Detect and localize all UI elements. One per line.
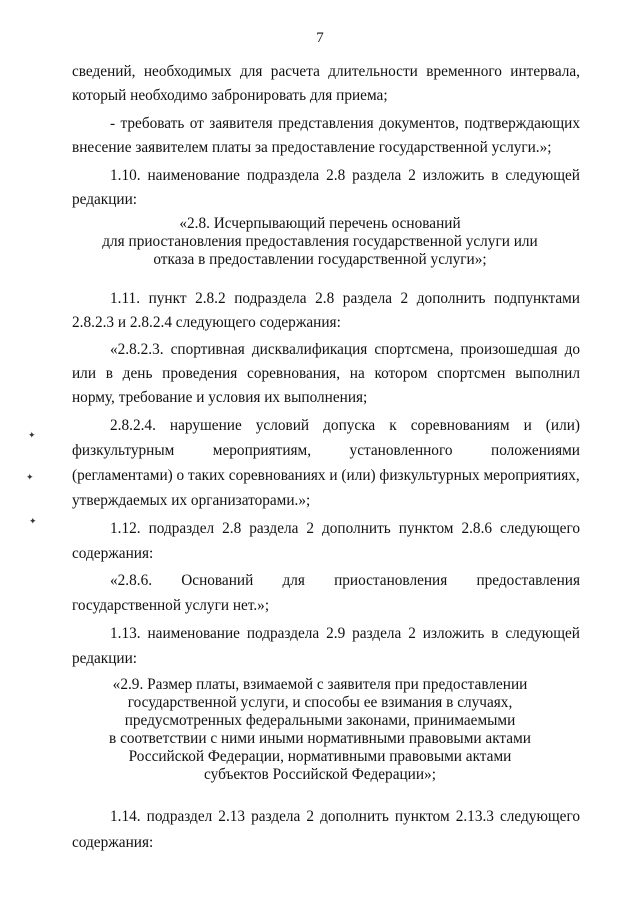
text-line: 1.13. наименование подраздела 2.9 раздела 2 изложить в следующей <box>110 625 580 642</box>
text-line: (регламентами) о таких соревнованиях и (или) физкультурных мероприятиях, <box>72 467 580 484</box>
scan-mark: ✦ <box>28 430 36 440</box>
text-line: норму, требование и условия их выполнения; <box>72 389 368 406</box>
text-line: 1.10. наименование подраздела 2.8 раздела 2 изложить в следующей <box>110 167 580 184</box>
text-line: государственной услуги нет.»; <box>72 597 270 614</box>
centered-line: для приостановления предоставления государственной услуги или <box>102 233 538 250</box>
centered-line: в соответствии с ними иными нормативными правовыми актами <box>109 730 531 747</box>
centered-line: Российской Федерации, нормативными правовыми актами <box>128 748 512 765</box>
text-line: физкультурным мероприятиям, установленного положениями <box>72 442 580 459</box>
centered-line: отказа в предоставлении государственной услуги»; <box>153 251 487 268</box>
scan-mark: ✦ <box>29 516 37 526</box>
centered-line: «2.9. Размер платы, взимаемой с заявителя при предоставлении <box>112 676 528 693</box>
centered-line: субъектов Российской Федерации»; <box>204 766 436 783</box>
text-line: «2.8.6. Оснований для приостановления предоставления <box>110 572 580 589</box>
text-line: сведений, необходимых для расчета длительности временного интервала, <box>72 63 580 80</box>
centered-line: государственной услуги, и способы ее взимания в случаях, <box>127 694 513 711</box>
page-number: 7 <box>316 30 324 46</box>
text-line: 1.14. подраздел 2.13 раздела 2 дополнить пунктом 2.13.3 следующего <box>110 808 580 825</box>
text-line: содержания: <box>72 834 154 851</box>
text-line: утверждаемых их организаторами.»; <box>72 492 311 509</box>
text-line: - требовать от заявителя представления документов, подтверждающих <box>110 115 580 132</box>
text-line: редакции: <box>72 191 138 208</box>
scan-mark: ✦ <box>26 472 34 482</box>
text-line: содержания: <box>72 545 154 562</box>
text-line: 1.11. пункт 2.8.2 подраздела 2.8 раздела 2 дополнить подпунктами <box>110 290 580 307</box>
text-line: редакции: <box>72 650 138 667</box>
text-line: 1.12. подраздел 2.8 раздела 2 дополнить пунктом 2.8.6 следующего <box>110 520 580 537</box>
text-line: 2.8.2.4. нарушение условий допуска к соревнованиям и (или) <box>110 417 580 434</box>
text-line: внесение заявителем платы за предоставление государственной услуги.»; <box>72 139 552 156</box>
text-line: или в день проведения соревнования, на котором спортсмен выполнил <box>72 365 580 382</box>
centered-line: предусмотренных федеральными законами, принимаемыми <box>124 712 516 729</box>
text-line: который необходимо забронировать для приема; <box>72 87 388 104</box>
centered-line: «2.8. Исчерпывающий перечень оснований <box>179 215 461 232</box>
text-line: 2.8.2.3 и 2.8.2.4 следующего содержания: <box>72 314 341 331</box>
text-line: «2.8.2.3. спортивная дисквалификация спортсмена, произошедшая до <box>110 341 580 358</box>
